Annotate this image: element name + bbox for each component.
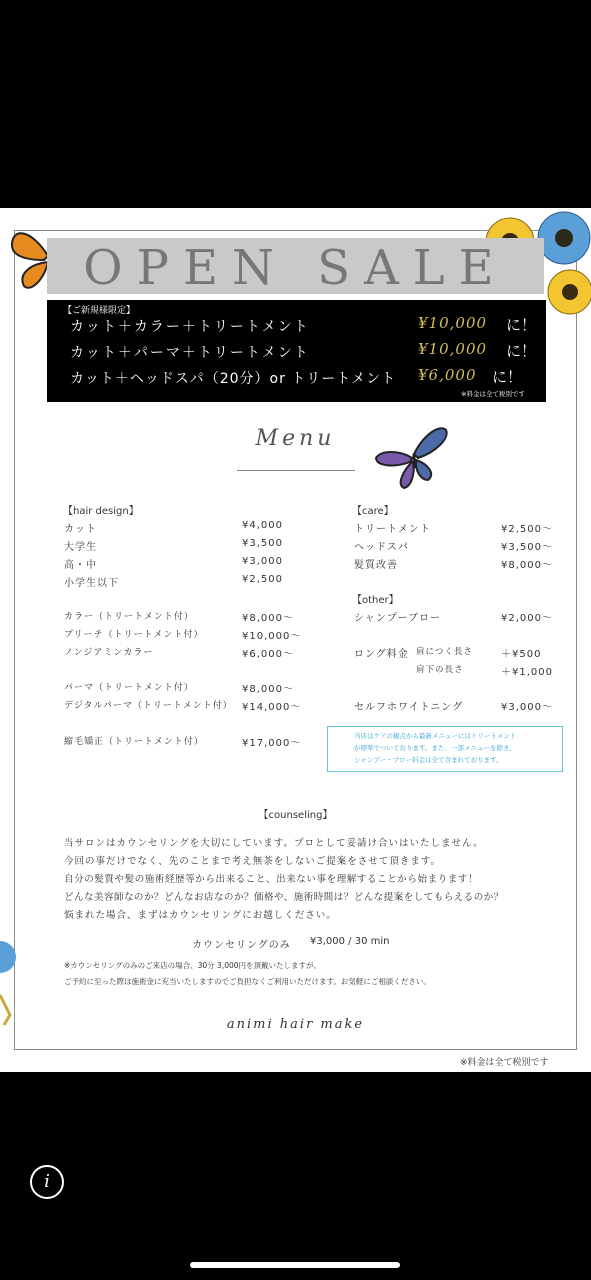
menu-item-subname: 肩につく長さ xyxy=(416,647,473,657)
counseling-only-price: ¥3,000 / 30 min xyxy=(310,936,390,947)
care-note-line: 当店はケアの観点から最新メニューにはトリートメント xyxy=(354,732,517,740)
section-title-hair-design: 【hair design】 xyxy=(63,506,139,517)
promo-row-price: ¥10,000 xyxy=(418,314,488,332)
care-note-line: シャンプー・ブロー料金は全て含まれております。 xyxy=(354,756,503,764)
section-title-other: 【other】 xyxy=(352,595,399,606)
menu-item-price: ¥3,000〜 xyxy=(501,702,553,713)
counseling-line: 自分の髪質や髪の施術経歴等から出来ること、出来ない事を理解することから始まります！ xyxy=(64,874,479,885)
menu-item-name: 髪質改善 xyxy=(354,560,398,571)
promo-row-label: カット＋パーマ＋トリートメント xyxy=(70,345,310,361)
promo-tax-note: ※料金は全て税別です xyxy=(461,390,525,398)
menu-item-name: トリートメント xyxy=(354,524,431,535)
menu-item-name: デジタルパーマ（トリートメント付） xyxy=(64,701,233,711)
menu-item-name: 大学生 xyxy=(64,542,97,553)
counseling-only-label: カウンセリングのみ xyxy=(192,940,291,951)
menu-item-price: ¥3,000 xyxy=(242,556,283,567)
menu-item-price: ¥10,000〜 xyxy=(242,631,302,642)
menu-item-price: ¥2,500 xyxy=(242,574,283,585)
menu-item-price: ¥2,000〜 xyxy=(501,613,553,624)
care-note-line: が標準でついております。また、一部メニューを除き、 xyxy=(354,744,516,752)
flower-decoration-left-icon xyxy=(0,935,18,1030)
menu-item-name: ブリーチ（トリートメント付） xyxy=(64,630,204,640)
footer-tax-note: ※料金は全て税別です xyxy=(460,1058,549,1068)
menu-item-name: 高・中 xyxy=(64,560,97,571)
section-title-care: 【care】 xyxy=(352,506,394,517)
menu-item-price: ＋¥1,000 xyxy=(501,667,553,678)
menu-item-price: ¥14,000〜 xyxy=(242,702,302,713)
promo-row-price: ¥10,000 xyxy=(418,340,488,358)
salon-brand: animi hair make xyxy=(226,1017,365,1032)
counseling-line: 悩まれた場合、まずはカウンセリングにお越しください。 xyxy=(64,910,337,921)
menu-item-price: ¥17,000〜 xyxy=(242,738,302,749)
menu-item-price: ¥3,500 xyxy=(242,538,283,549)
banner-title: OPEN SALE xyxy=(83,240,508,296)
menu-heading: Menu xyxy=(255,426,336,451)
counseling-title: 【counseling】 xyxy=(258,810,333,821)
promo-tag: 【ご新規様限定】 xyxy=(63,306,136,316)
counseling-line: 今回の事だけでなく、先のことまで考え無茶をしないご提案をさせて頂きます。 xyxy=(64,856,442,867)
counseling-line: どんな美容師なのか？どんなお店なのか？価格や、施術時間は？どんな提案をしてもらえるのか？ xyxy=(64,892,504,903)
promo-row-price: ¥6,000 xyxy=(418,366,477,384)
info-button[interactable]: i xyxy=(30,1165,64,1199)
menu-item-name: 縮毛矯正（トリートメント付） xyxy=(64,737,204,747)
menu-item-name: 小学生以下 xyxy=(64,578,119,589)
menu-item-subname: 肩下の長さ xyxy=(416,665,464,675)
home-indicator[interactable] xyxy=(190,1262,400,1268)
menu-item-name: ノンジアミンカラー xyxy=(64,648,154,658)
menu-item-name: カラー（トリートメント付） xyxy=(64,612,194,622)
menu-item-price: ¥4,000 xyxy=(242,520,283,531)
menu-divider xyxy=(237,470,355,471)
promo-row-label: カット＋ヘッドスパ（20分）or トリートメント xyxy=(70,371,397,387)
counseling-note: ご予約に至った際は施術金に充当いたしますのでご負担なくご利用いただけます。お気軽にご相談ください。 xyxy=(64,977,431,986)
promo-row-suffix: に！ xyxy=(506,342,537,360)
menu-item-price: ¥2,500〜 xyxy=(501,524,553,535)
menu-item-price: ¥8,000〜 xyxy=(501,560,553,571)
promo-row-suffix: に！ xyxy=(506,316,537,334)
counseling-note: ※カウンセリングのみのご来店の場合、30分 3,000円を頂戴いたしますが、 xyxy=(64,961,322,970)
promo-row-label: カット＋カラー＋トリートメント xyxy=(70,319,310,335)
menu-item-name: ヘッドスパ xyxy=(354,542,409,553)
menu-item-name: セルフホワイトニング xyxy=(354,702,464,713)
menu-item-price: ¥8,000〜 xyxy=(242,613,294,624)
promo-row-suffix: に！ xyxy=(492,368,523,386)
menu-item-price: ¥8,000〜 xyxy=(242,684,294,695)
menu-item-name: シャンプーブロー xyxy=(354,613,441,624)
menu-item-name: ロング料金 xyxy=(354,649,409,660)
care-note-box xyxy=(327,726,563,772)
menu-item-price: ¥6,000〜 xyxy=(242,649,294,660)
menu-item-price: ¥3,500〜 xyxy=(501,542,553,553)
counseling-line: 当サロンはカウンセリングを大切にしています。プロとして妥請け合いはいたしません。 xyxy=(64,838,484,849)
menu-item-name: パーマ（トリートメント付） xyxy=(64,683,194,693)
menu-item-price: ＋¥500 xyxy=(501,649,542,660)
menu-item-name: カット xyxy=(64,524,97,535)
